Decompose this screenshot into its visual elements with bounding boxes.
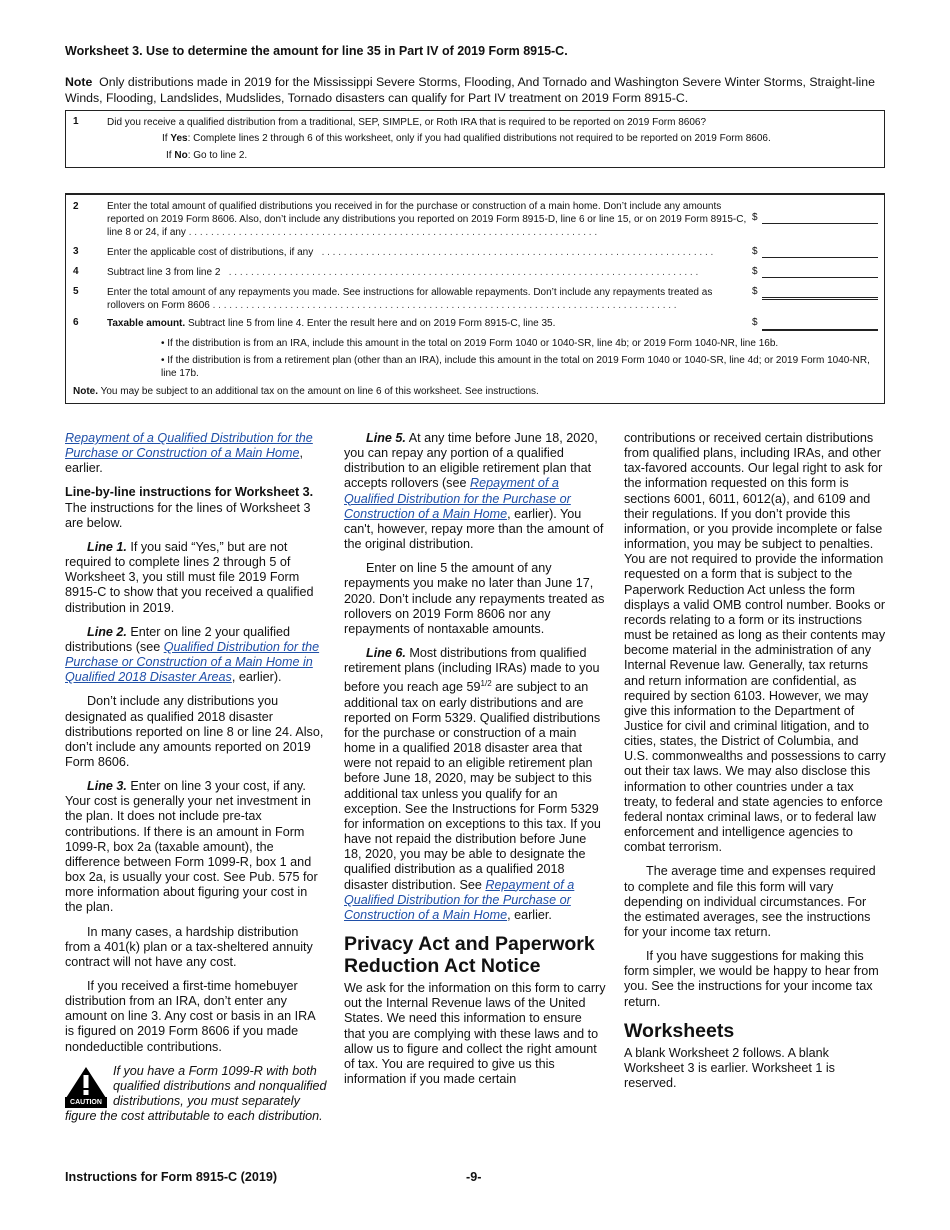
line-number: 2: [73, 201, 79, 212]
box-note-label: Note.: [73, 386, 98, 397]
privacy-heading: Privacy Act and Paperwork Reduction Act Notice: [344, 933, 595, 978]
paragraph: If you received a first-time homebuyer distribution from an IRA, don’t enter any amount on line 3. Any cost or basis in an IRA is figured on 2019 Form 8606 if you made nondeductible contributions.: [65, 979, 315, 1054]
worksheets-heading: Worksheets: [624, 1019, 735, 1042]
line5-instructions: At any time before June 18, 2020, you can repay any portion of a qualified distribution to an eligible retirement plan that accepts rollovers (see: [344, 431, 598, 491]
line6-instructions-cont: are subject to an additional tax on early distributions and are reported on Form 5329. Qualified distributions for the purchase or construction of a main home in a qualified 2018 disaster area that were not repaid to an eligible retirement plan before June 18, 2020, may be subject to this additional tax unless you qualify for an exception. See the Instructions for Form 5329 for information on exceptions to this tax. If you have not repaid the distribution before June 18, 2020, you may be able to designate the qualified distribution as a qualified 2018 disaster distribution. See: [344, 680, 601, 892]
column-3: [624, 431, 886, 1091]
paragraph: contributions or received certain distributions from qualified plans, including IRAs, and other tax-favored accounts. Our legal right to ask for the information requested on this form is sections 6001, 6011, 6012(a), and 6109 and their regulations. If you don’t provide this information, or you provide incomplete or false information, you may be subject to penalties. You are not required to provide the information requested on a form that is subject to the Paperwork Reduction Act unless the form displays a valid OMB control number. Books or records relating to a form or its instructions must be retained as long as their contents may become material in the administration of any Internal Revenue law. Generally, tax returns and return information are confidential, as required by section 6103. However, we may give this information to the Department of Justice for civil and criminal litigation, and to cities, states, the District of Columbia, and U.S. commonwealths and possessions to carry out their tax laws. We may also disclose this information to other countries under a tax treaty, to federal and state agencies to enforce federal nontax criminal laws, or to federal law enforcement and intelligence agencies to combat terrorism.: [624, 431, 886, 855]
bullet-ira: • If the distribution is from an IRA, include this amount in the total on 2019 Form 1040 or 1040-SR, line 4b; or 2019 Form 1040-NR, line 16b.: [161, 338, 779, 349]
paragraph: [65, 625, 327, 686]
paragraph: [65, 485, 327, 530]
no-text: : Go to line 2.: [187, 150, 248, 161]
line1-text: Did you receive a qualified distribution from a traditional, SEP, SIMPLE, or Roth IRA that is required to be reported on 2019 Form 8606?: [107, 117, 707, 128]
paragraph: [344, 431, 606, 552]
line-number: 1: [73, 116, 79, 127]
leader-dots: . . . . . . . . . . . . . . . . . . . . . . . . . . . . . . . . . . . . . . . . . . . . . . . . . . . . . . . . . . . . . . . . . . . . . . . . . . . . . . . . . . . . .: [223, 267, 699, 278]
line5-amount-field[interactable]: [762, 286, 878, 300]
line-number: 4: [73, 266, 79, 277]
line3-label: Line 3.: [87, 779, 127, 794]
line5-text: [107, 286, 747, 314]
link-suffix: , earlier).: [231, 670, 282, 685]
paragraph: Enter on line 5 the amount of any repayments you make no later than June 17, 2020. Don’t include any repayments treated as rollovers on 2019 Form 8606 nor any repayments of nontaxable amounts.: [344, 561, 605, 636]
yes-text: : Complete lines 2 through 6 of this worksheet, only if you had qualified distributions not required to be reported on 2019 Form 8606.: [187, 133, 771, 144]
paragraph: In many cases, a hardship distribution from a 401(k) plan or a tax-sheltered annuity contract will not have any cost.: [65, 924, 313, 969]
line-by-line-heading: Line-by-line instructions for Worksheet 3.: [65, 485, 314, 500]
line1-instructions: If you said “Yes,” but are not required to complete lines 2 through 5 of Worksheet 3, you still must file 2019 Form 8915-C to show that you received a qualified distribution in 2019.: [65, 539, 314, 615]
line2-label: Line 2.: [87, 624, 127, 639]
dollar-sign: $: [752, 286, 758, 297]
dollar-sign: $: [752, 317, 758, 328]
paragraph: [344, 646, 606, 923]
worksheet-note-label: Note: [65, 75, 93, 89]
leader-dots: . . . . . . . . . . . . . . . . . . . . . . . . . . . . . . . . . . . . . . . . . . . . . . . . . . . . . . . . . . . . . . . . . . . . . . .: [316, 247, 714, 258]
line4-text: [107, 266, 747, 280]
line5-label: Enter the total amount of any repayments you made. See instructions for allowable repayments. Don’t include any repayments treated as rollovers on Form 8606: [107, 287, 713, 312]
link-suffix: , earlier.: [65, 446, 303, 476]
dollar-sign: $: [752, 212, 758, 223]
column-1: [65, 431, 327, 1124]
dollar-sign: $: [752, 266, 758, 277]
repayment-link[interactable]: Repayment of a Qualified Distribution for the Purchase or Construction of a Main Home: [65, 431, 313, 461]
line5-label: Line 5.: [366, 431, 406, 445]
line2-text: [107, 200, 747, 242]
yes-label: Yes: [170, 133, 188, 144]
line6-label: Subtract line 5 from line 4. Enter the result here and on 2019 Form 8915-C, line 35.: [185, 318, 556, 329]
paragraph: [65, 779, 327, 915]
line1-no: If No: Go to line 2.: [166, 150, 248, 161]
line-number: 6: [73, 317, 79, 328]
box-note-text: You may be subject to an additional tax on the amount on line 6 of this worksheet. See instructions.: [98, 386, 539, 397]
dollar-sign: $: [752, 246, 758, 257]
qualified-distribution-link[interactable]: Qualified Distribution for the Purchase or Construction of a Main Home in Qualified 2018 Disaster Areas: [65, 639, 320, 685]
caution-note: [65, 1064, 327, 1125]
line2-label: Enter the total amount of qualified distributions you received in for the purchase or construction of a main home. Don’t include any amounts reported on 2019 Form 8606. Also, don’t include any distributions you reported on 2019 Form 8915-D, line 6 or line 15, or on 2019 Form 8915-C, line 8 or 24, if any: [107, 201, 747, 239]
page-number: -9-: [466, 1170, 482, 1184]
line1-yes: If Yes: Complete lines 2 through 6 of this worksheet, only if you had qualified distributions not required to be reported on 2019 Form 8606.: [162, 133, 771, 144]
line4-amount-field[interactable]: [762, 266, 878, 278]
worksheet-title: Worksheet 3. Use to determine the amount for line 35 in Part IV of 2019 Form 8915-C.: [65, 44, 568, 58]
link-suffix: , earlier.: [507, 907, 552, 922]
line2-instructions: Enter on line 2 your qualified distributions (see: [65, 624, 291, 654]
repayment-link[interactable]: Repayment of a Qualified Distribution for the Purchase or Construction of a Main Home: [344, 877, 575, 922]
repayment-link[interactable]: Repayment of a Qualified Distribution for the Purchase or Construction of a Main Home: [344, 476, 571, 521]
line6-text: [107, 317, 747, 330]
caution-label: CAUTION: [65, 1097, 107, 1108]
leader-dots: . . . . . . . . . . . . . . . . . . . . . . . . . . . . . . . . . . . . . . . . . . . . . . . . . . . . . . . . . . . . . . . . . . . . . . . . . . . . . . . . . . . .: [212, 300, 677, 312]
paragraph: We ask for the information on this form to carry out the Internal Revenue laws of the United States. We need this information to ensure that you are complying with these laws and to allow us to figure and collect the right amount of tax. You are required to give us this information if you made certain: [344, 981, 606, 1086]
line4-label: Subtract line 3 from line 2: [107, 267, 221, 278]
line6-instructions: Most distributions from qualified retirement plans (including IRAs) made to you before you reach age 59: [344, 646, 600, 695]
worksheet-note-text: Only distributions made in 2019 for the Mississippi Severe Storms, Flooding, And Tornado and Washington Severe Winter Storms, Straight-line Winds, Flooding, Landslides, Mudslides, Tornado disasters can qualify for Part IV treatment on 2019 Form 8915-C.: [65, 75, 875, 105]
column-2: [344, 431, 606, 1087]
line2-amount-field[interactable]: [762, 212, 878, 224]
worksheet-line1-box: [65, 110, 885, 168]
line3-amount-field[interactable]: [762, 246, 878, 258]
age-fraction: 1/2: [480, 679, 492, 689]
worksheet-lines-box: [65, 193, 885, 404]
no-label: No: [174, 150, 188, 161]
paragraph: [65, 431, 327, 476]
line3-text: [107, 246, 747, 260]
box-note: [73, 385, 873, 398]
line3-instructions: Enter on line 3 your cost, if any. Your cost is generally your net investment in the plan. It does not include pre-tax contributions. If there is an amount in Form 1099-R, box 2a (taxable amount), the difference between Form 1099-R, box 1 and box 2a, is usually your cost. See Pub. 575 for more information about figuring your cost in the plan.: [65, 779, 318, 915]
caution-icon: [65, 1066, 107, 1108]
paragraph: Don’t include any distributions you designated as qualified 2018 disaster distributions reported on line 8 or line 24. Also, don’t include any amounts reported on 2019 Form 8606.: [65, 694, 324, 769]
paragraph: If you have suggestions for making this form simpler, we would be happy to hear from you. See the instructions for your income tax return.: [624, 949, 879, 1009]
paragraph: The average time and expenses required to complete and file this form will vary depending on individual circumstances. For the estimated averages, see the instructions for your income tax return.: [624, 864, 876, 939]
line1-label: Line 1.: [87, 539, 127, 554]
footer-title: Instructions for Form 8915-C (2019): [65, 1170, 278, 1184]
line3-label: Enter the applicable cost of distributions, if any: [107, 247, 314, 258]
line6-bold: Taxable amount.: [107, 318, 186, 329]
worksheet-note: [65, 75, 895, 106]
line-number: 3: [73, 246, 79, 257]
caution-text: If you have a Form 1099-R with both qualified distributions and nonqualified distributions, you must separately figure the cost attributable to each distribution.: [65, 1063, 327, 1124]
leader-dots: . . . . . . . . . . . . . . . . . . . . . . . . . . . . . . . . . . . . . . . . . . . . . . . . . . . . . . . . . . . . . . . . . . . . . . . . . .: [188, 227, 598, 239]
line6-amount-field[interactable]: [762, 316, 878, 331]
heading-suffix: The instructions for the lines of Worksheet 3 are below.: [65, 500, 311, 530]
paragraph: [65, 540, 327, 616]
bullet-plan: • If the distribution is from a retirement plan (other than an IRA), include this amount in the total on 2019 Form 1040 or 1040-SR, line 4d; or 2019 Form 1040-NR, line 17b.: [161, 355, 870, 380]
link-suffix: , earlier). You can't, however, repay more than the amount of the original distribution.: [344, 506, 604, 552]
paragraph: A blank Worksheet 2 follows. A blank Worksheet 3 is earlier. Worksheet 1 is reserved.: [624, 1045, 835, 1091]
line-number: 5: [73, 286, 79, 297]
line6-label: Line 6.: [366, 646, 406, 661]
